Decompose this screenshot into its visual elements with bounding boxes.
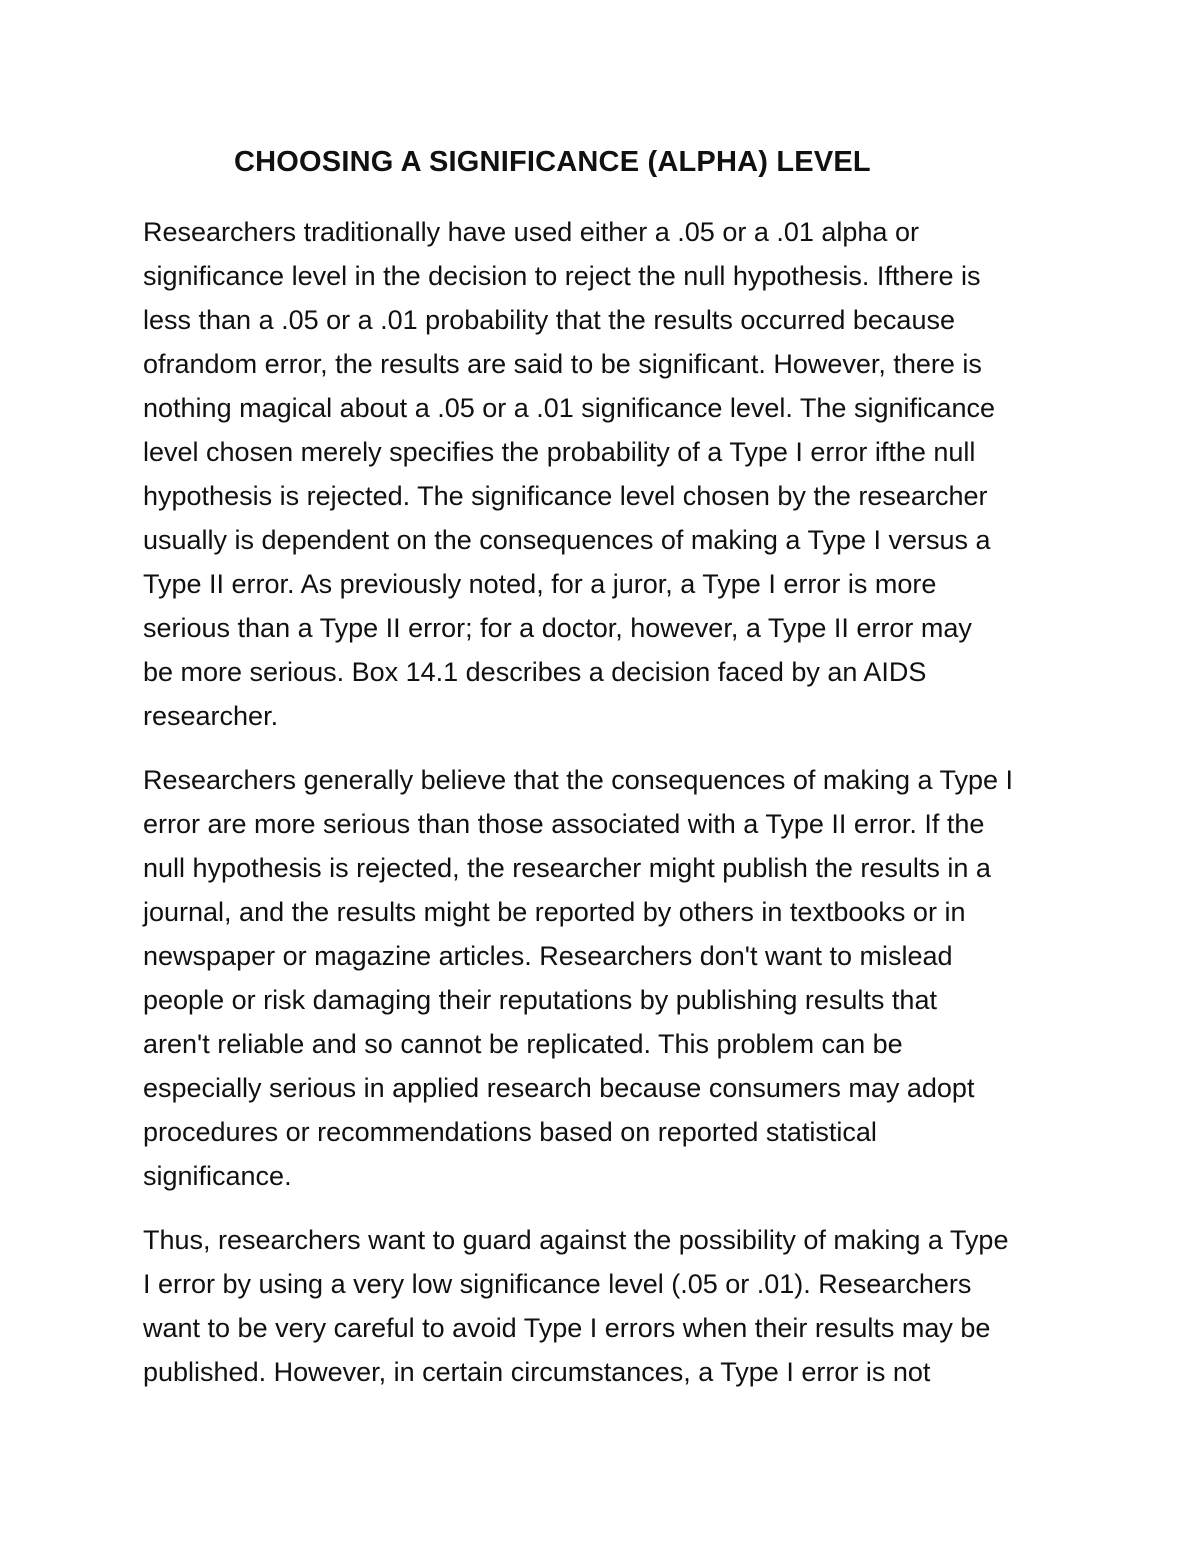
paragraph-2-line-4: journal, and the results might be reported by others in textbooks or in [143,897,966,927]
paragraph-3-line-1: Thus, researchers want to guard against the possibility of making a Type [143,1225,1009,1255]
paragraph-2-line-5: newspaper or magazine articles. Researchers don't want to mislead [143,941,953,971]
paragraph-1-line-9: Type II error. As previously noted, for a juror, a Type I error is more [143,569,937,599]
paragraph-1-line-6: level chosen merely specifies the probability of a Type I error ifthe null [143,437,976,467]
paragraph-1-line-10: serious than a Type II error; for a doctor, however, a Type II error may [143,613,972,643]
paragraph-2-line-3: null hypothesis is rejected, the researcher might publish the results in a [143,853,991,883]
paragraph-2-line-7: aren't reliable and so cannot be replicated. This problem can be [143,1029,903,1059]
paragraph-1-line-12: researcher. [143,701,279,731]
paragraph-1-line-11: be more serious. Box 14.1 describes a decision faced by an AIDS [143,657,927,687]
document-title: CHOOSING A SIGNIFICANCE (ALPHA) LEVEL [234,146,871,178]
paragraph-1-line-8: usually is dependent on the consequences of making a Type I versus a [143,525,991,555]
paragraph-1-line-5: nothing magical about a .05 or a .01 significance level. The significance [143,393,996,423]
paragraph-1-line-7: hypothesis is rejected. The significance level chosen by the researcher [143,481,988,511]
paragraph-3-line-2: I error by using a very low significance level (.05 or .01). Researchers [143,1269,972,1299]
paragraph-2-line-10: significance. [143,1161,292,1191]
paragraph-2-line-2: error are more serious than those associated with a Type II error. If the [143,809,985,839]
paragraph-3-line-4: published. However, in certain circumstances, a Type I error is not [143,1357,931,1387]
paragraph-2-line-9: procedures or recommendations based on reported statistical [143,1117,877,1147]
paragraph-2-line-8: especially serious in applied research because consumers may adopt [143,1073,975,1103]
paragraph-3-line-3: want to be very careful to avoid Type I errors when their results may be [143,1313,991,1343]
paragraph-1-line-1: Researchers traditionally have used either a .05 or a .01 alpha or [143,217,919,247]
paragraph-2-line-6: people or risk damaging their reputations by publishing results that [143,985,937,1015]
paragraph-1-line-3: less than a .05 or a .01 probability that the results occurred because [143,305,955,335]
paragraph-1-line-2: significance level in the decision to reject the null hypothesis. Ifthere is [143,261,981,291]
paragraph-1-line-4: ofrandom error, the results are said to be significant. However, there is [143,349,982,379]
paragraph-2-line-1: Researchers generally believe that the consequences of making a Type I [143,765,1014,795]
